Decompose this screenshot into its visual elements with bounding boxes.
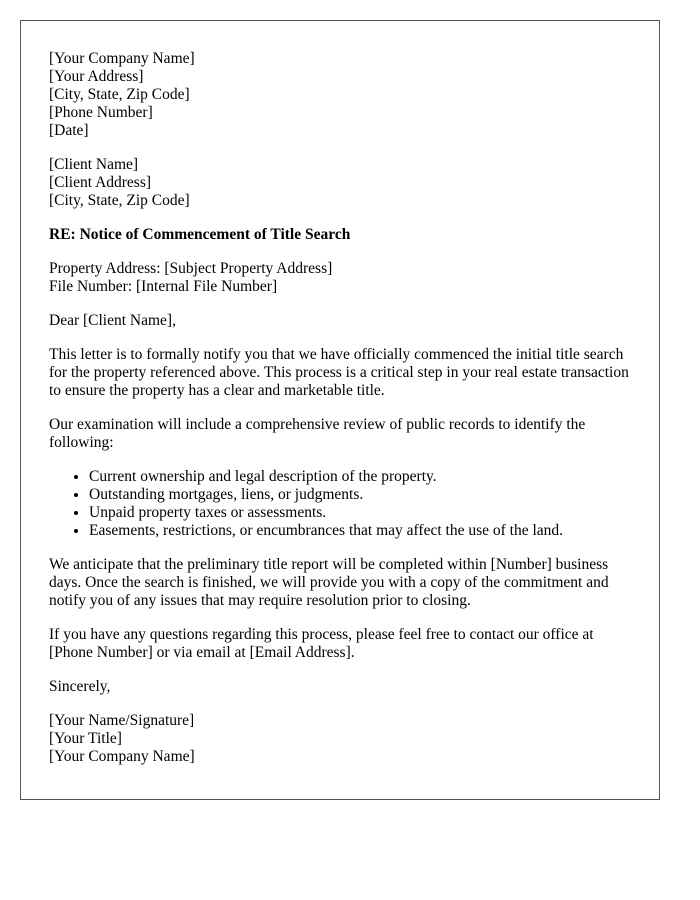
scope-paragraph: Our examination will include a comprehensive review of public records to identify the following: xyxy=(49,416,586,451)
list-item: • Current ownership and legal description of the property. xyxy=(89,468,631,486)
salutation: Dear [Client Name], xyxy=(49,312,176,329)
list-item: • Easements, restrictions, or encumbrances that may affect the use of the land. xyxy=(89,522,631,540)
sender-company: [Your Company Name] xyxy=(49,50,195,67)
list-item: • Unpaid property taxes or assessments. xyxy=(89,504,631,522)
sender-address: [Your Address] xyxy=(49,68,144,85)
signature-title: [Your Title] xyxy=(49,730,122,747)
closing: Sincerely, xyxy=(49,678,111,695)
recipient-address: [Client Address] xyxy=(49,174,152,191)
letter-page xyxy=(20,20,660,800)
letter-date: [Date] xyxy=(49,122,89,139)
list-item: • Outstanding mortgages, liens, or judgments. xyxy=(89,486,631,504)
sender-city-state-zip: [City, State, Zip Code] xyxy=(49,86,190,103)
subject-line: RE: Notice of Commencement of Title Search xyxy=(49,226,351,243)
recipient-block xyxy=(49,156,631,210)
recipient-name: [Client Name] xyxy=(49,156,139,173)
sender-phone: [Phone Number] xyxy=(49,104,153,121)
property-address: Property Address: [Subject Property Address] xyxy=(49,260,333,277)
reference-block xyxy=(49,260,631,296)
contact-paragraph: If you have any questions regarding this process, please feel free to contact our office at [Phone Number] or via email at [Email Address]. xyxy=(49,626,594,661)
signature-company: [Your Company Name] xyxy=(49,748,195,765)
signature-block xyxy=(49,712,631,766)
intro-paragraph: This letter is to formally notify you that we have officially commenced the initial title search for the property referenced above. This process is a critical step in your real estate transaction to ensure the property has a clear and marketable title. xyxy=(49,346,629,399)
file-number: File Number: [Internal File Number] xyxy=(49,278,278,295)
recipient-city-state-zip: [City, State, Zip Code] xyxy=(49,192,190,209)
timeline-paragraph: We anticipate that the preliminary title report will be completed within [Number] business days. Once the search is finished, we will provide you with a copy of the commitment and notify you of any issues that may require resolution prior to closing. xyxy=(49,556,609,609)
sender-block xyxy=(49,50,631,140)
review-items-list xyxy=(49,468,631,540)
signature-name: [Your Name/Signature] xyxy=(49,712,195,729)
